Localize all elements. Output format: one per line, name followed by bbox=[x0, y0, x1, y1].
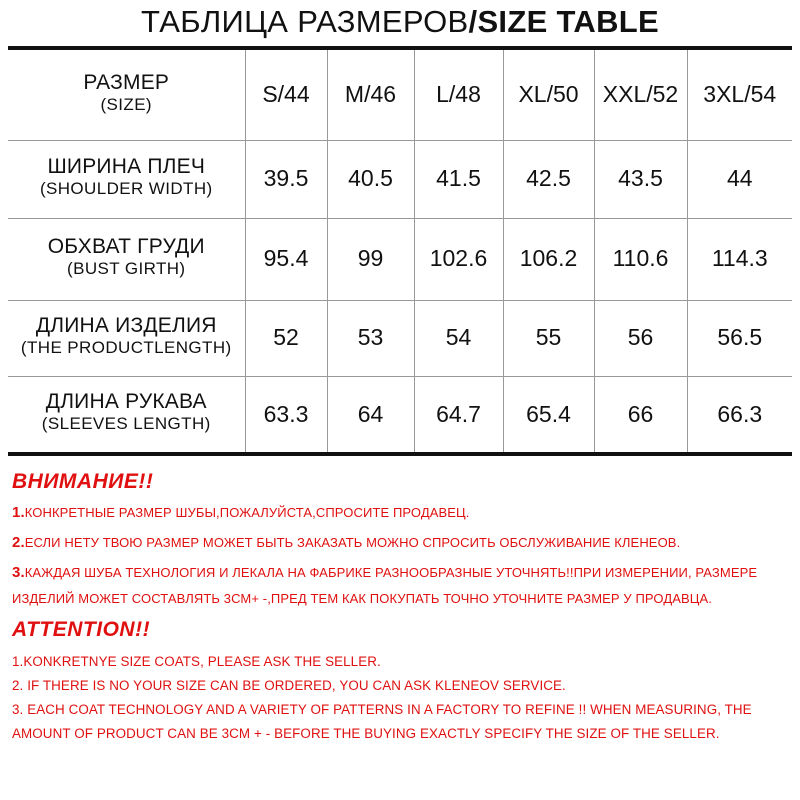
note-number: 3. bbox=[12, 564, 25, 581]
table-cell: 40.5 bbox=[327, 140, 414, 218]
size-header-cell: 3XL/54 bbox=[687, 50, 792, 140]
table-row bbox=[8, 140, 792, 218]
row-label-cell bbox=[8, 376, 245, 452]
table-cell: 95.4 bbox=[245, 218, 327, 300]
table-cell: 110.6 bbox=[594, 218, 687, 300]
table-cell: 99 bbox=[327, 218, 414, 300]
table-cell: 64 bbox=[327, 376, 414, 452]
row-label-en: (SHOULDER WIDTH) bbox=[39, 179, 213, 199]
table-cell: 102.6 bbox=[414, 218, 503, 300]
note-en-item: 2. IF THERE IS NO YOUR SIZE CAN BE ORDERED, YOU CAN ASK KLENEOV SERVICE. bbox=[12, 678, 566, 693]
row-label-en: (BUST GIRTH) bbox=[67, 259, 186, 279]
row-label-ru: ДЛИНА ИЗДЕЛИЯ bbox=[35, 314, 217, 338]
table-cell: 54 bbox=[414, 300, 503, 376]
size-header-cell: XL/50 bbox=[503, 50, 594, 140]
table-cell: 56.5 bbox=[687, 300, 792, 376]
row-label-ru: ОБХВАТ ГРУДИ bbox=[47, 235, 205, 259]
note-ru-item bbox=[12, 560, 792, 612]
note-ru-item bbox=[12, 500, 792, 526]
table-cell: 56 bbox=[594, 300, 687, 376]
note-text: ЕСЛИ НЕТУ ТВОЮ РАЗМЕР МОЖЕТ БЫТЬ ЗАКАЗАТЬ МОЖНО СПРОСИТЬ ОБСЛУЖИВАНИЕ КЛЕНЕОВ. bbox=[24, 535, 681, 550]
table-cell: 63.3 bbox=[245, 376, 327, 452]
row-label-cell bbox=[8, 140, 245, 218]
table-cell: 52 bbox=[245, 300, 327, 376]
size-table bbox=[8, 50, 792, 452]
table-cell: 41.5 bbox=[414, 140, 503, 218]
row-label-ru: ДЛИНА РУКАВА bbox=[45, 390, 207, 414]
note-en-item: 1.KONKRETNYE SIZE COATS, PLEASE ASK THE SELLER. bbox=[12, 654, 381, 669]
header-label-en: (SIZE) bbox=[100, 94, 152, 114]
warning-heading-ru: ВНИМАНИЕ!! bbox=[12, 470, 154, 493]
table-header-row bbox=[8, 50, 792, 140]
header-label-ru: РАЗМЕР bbox=[83, 70, 170, 94]
table-cell: 44 bbox=[687, 140, 792, 218]
row-label-en: (THE PRODUCTLENGTH) bbox=[20, 338, 232, 358]
table-cell: 53 bbox=[327, 300, 414, 376]
row-label-cell bbox=[8, 300, 245, 376]
table-cell: 55 bbox=[503, 300, 594, 376]
warning-heading-en: ATTENTION!! bbox=[12, 618, 151, 641]
table-cell: 65.4 bbox=[503, 376, 594, 452]
table-cell: 66 bbox=[594, 376, 687, 452]
table-cell: 106.2 bbox=[503, 218, 594, 300]
size-header-cell: M/46 bbox=[327, 50, 414, 140]
page-title bbox=[0, 4, 800, 40]
table-cell: 39.5 bbox=[245, 140, 327, 218]
title-ru: ТАБЛИЦА РАЗМЕРОВ bbox=[141, 4, 469, 39]
header-label-cell bbox=[8, 50, 245, 140]
row-label-ru: ШИРИНА ПЛЕЧ bbox=[47, 155, 206, 179]
table-cell: 43.5 bbox=[594, 140, 687, 218]
note-number: 1. bbox=[12, 504, 25, 521]
size-header-cell: L/48 bbox=[414, 50, 503, 140]
table-bottom-rule bbox=[8, 452, 792, 456]
note-number: 2. bbox=[12, 534, 25, 551]
size-header-cell: S/44 bbox=[245, 50, 327, 140]
note-text: КАЖДАЯ ШУБА ТЕХНОЛОГИЯ И ЛЕКАЛА НА ФАБРИКЕ РАЗНООБРАЗНЫЕ УТОЧНЯТЬ!!ПРИ ИЗМЕРЕНИИ, РАЗМЕРЕ ИЗДЕЛИЙ МОЖЕТ СОСТАВЛЯТЬ 3СМ+ -,ПРЕД ТЕМ КАК ПОКУПАТЬ ТОЧНО УТОЧНИТЕ РАЗМЕР У ПРОДАВЦА. bbox=[12, 565, 758, 606]
table-row bbox=[8, 376, 792, 452]
table-row bbox=[8, 218, 792, 300]
size-header-cell: XXL/52 bbox=[594, 50, 687, 140]
notes-section bbox=[12, 470, 792, 746]
title-en: /SIZE TABLE bbox=[468, 4, 659, 39]
note-ru-item bbox=[12, 530, 792, 556]
note-text: КОНКРЕТНЫЕ РАЗМЕР ШУБЫ,ПОЖАЛУЙСТА,СПРОСИТЕ ПРОДАВЕЦ. bbox=[24, 505, 470, 520]
table-cell: 66.3 bbox=[717, 400, 763, 427]
table-cell: 114.3 bbox=[687, 218, 792, 300]
note-en-item: 3. EACH COAT TECHNOLOGY AND A VARIETY OF PATTERNS IN A FACTORY TO REFINE !! WHEN MEASURING, THE AMOUNT OF PRODUCT CAN BE 3CM + - BEFORE THE BUYING EXACTLY SPECIFY THE SIZE OF THE SELLER. bbox=[12, 702, 752, 741]
row-label-cell bbox=[8, 218, 245, 300]
table-row bbox=[8, 300, 792, 376]
row-label-en: (SLEEVES LENGTH) bbox=[41, 414, 211, 434]
table-cell: 64.7 bbox=[414, 376, 503, 452]
table-cell: 42.5 bbox=[503, 140, 594, 218]
